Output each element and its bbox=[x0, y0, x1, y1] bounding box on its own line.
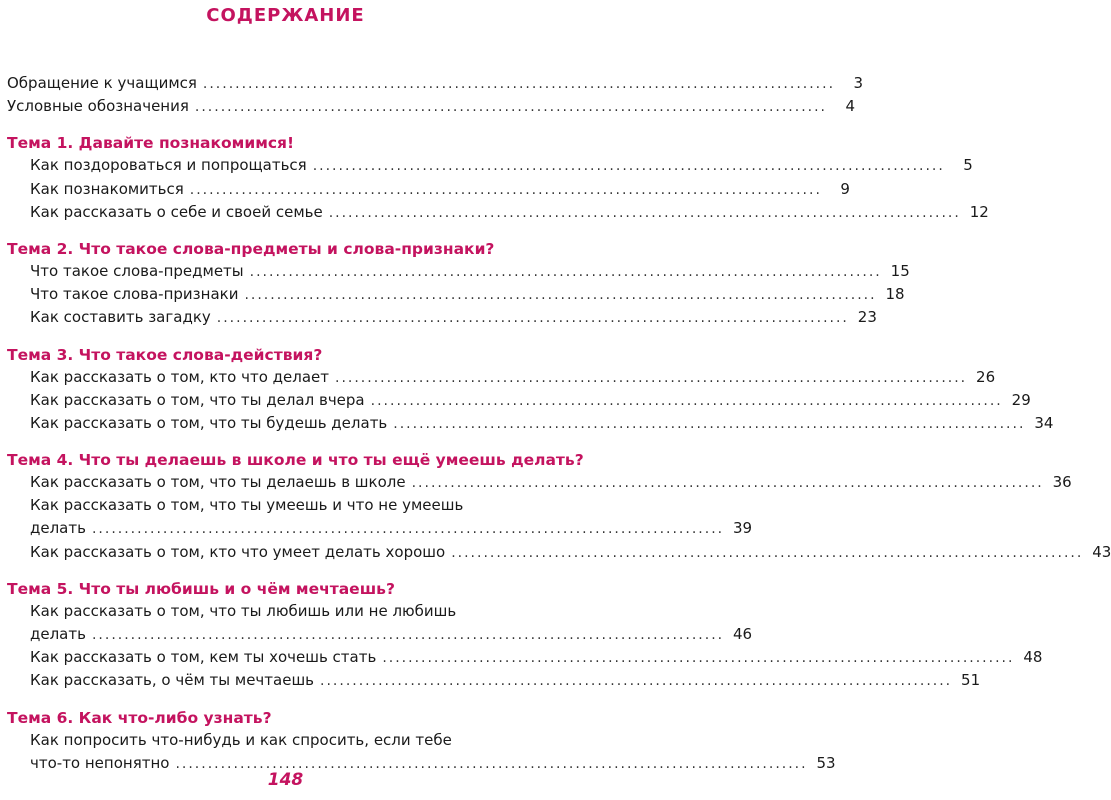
page-number: 148 bbox=[267, 770, 304, 790]
toc-entry-page: 39 bbox=[733, 519, 753, 538]
toc-entry-page: 36 bbox=[1052, 473, 1072, 492]
toc-entry-text: Как рассказать о себе и своей семье bbox=[30, 202, 323, 221]
theme-heading[interactable]: Тема 5. Что ты любишь и о чём мечтаешь? bbox=[7, 579, 395, 598]
toc-entry-text: Как рассказать о том, кем ты хочешь стать bbox=[30, 648, 377, 667]
dot-leader: .................................................................................................. bbox=[335, 369, 968, 386]
toc-entry-first-line[interactable] bbox=[7, 729, 553, 752]
dot-leader: .................................................................................................. bbox=[249, 263, 882, 280]
toc-entry-first-line[interactable] bbox=[7, 600, 553, 623]
toc-entry-continuation[interactable] bbox=[7, 623, 753, 646]
dot-leader: .................................................................................................. bbox=[328, 204, 961, 221]
toc-entry[interactable] bbox=[7, 72, 864, 95]
toc-entry[interactable] bbox=[7, 471, 1072, 494]
toc-entry-text: Как рассказать о том, что ты любишь или не любишь bbox=[30, 601, 457, 620]
toc-entry[interactable] bbox=[7, 95, 856, 118]
dot-leader: .................................................................................................. bbox=[370, 392, 1003, 409]
dot-leader: .................................................................................................. bbox=[393, 415, 1026, 432]
toc-entry-page: 18 bbox=[885, 285, 905, 304]
toc-entry-text: Как рассказать о том, что ты делал вчера bbox=[30, 390, 365, 409]
toc-entry-continuation[interactable] bbox=[7, 517, 753, 540]
theme-heading[interactable]: Тема 2. Что такое слова-предметы и слова-признаки? bbox=[7, 239, 495, 258]
dot-leader: .................................................................................................. bbox=[194, 99, 828, 116]
dot-leader: .................................................................................................. bbox=[91, 627, 725, 643]
toc-entry-page: 9 bbox=[840, 179, 850, 198]
dot-leader: .................................................................................................. bbox=[312, 158, 945, 175]
dot-leader: .................................................................................................. bbox=[451, 544, 1084, 561]
toc-entry[interactable] bbox=[7, 154, 973, 177]
toc-entry-page: 34 bbox=[1034, 413, 1054, 432]
toc-entry[interactable] bbox=[7, 669, 981, 692]
toc-entry-page: 51 bbox=[961, 671, 981, 690]
toc-entry-text-continued: делать bbox=[30, 625, 86, 643]
toc-entry-text: Что такое слова-признаки bbox=[30, 285, 239, 304]
dot-leader: .................................................................................................. bbox=[175, 755, 808, 772]
toc-entry-text: Как рассказать, о чём ты мечтаешь bbox=[30, 671, 315, 690]
toc-entry-text: Как рассказать о том, кто что умеет делать хорошо bbox=[30, 542, 446, 561]
toc-entry-page: 46 bbox=[733, 625, 753, 643]
toc-entry-text-continued: делать bbox=[30, 519, 86, 538]
toc-entry-page: 29 bbox=[1011, 390, 1031, 409]
theme-heading[interactable]: Тема 4. Что ты делаешь в школе и что ты ещё умеешь делать? bbox=[7, 451, 584, 470]
toc-entry-first-line[interactable] bbox=[7, 494, 553, 517]
toc-entry-text: Как попросить что-нибудь и как спросить, если тебе bbox=[30, 730, 452, 749]
toc-entry-text: Что такое слова-предметы bbox=[30, 261, 244, 280]
toc-entry-text: Как рассказать о том, что ты будешь делать bbox=[30, 413, 388, 432]
theme-heading[interactable]: Тема 1. Давайте познакомимся! bbox=[7, 134, 295, 153]
toc-entry-page: 26 bbox=[976, 367, 996, 386]
toc-entry[interactable] bbox=[7, 389, 1031, 412]
toc-entry-text: Как познакомиться bbox=[30, 179, 184, 198]
toc-entry-text: Как рассказать о том, что ты умеешь и что не умеешь bbox=[30, 496, 464, 515]
toc-entry-page: 15 bbox=[890, 261, 910, 280]
toc-entry[interactable] bbox=[7, 646, 1043, 669]
toc-entry-text: Обращение к учащимся bbox=[7, 74, 197, 92]
toc-entry-text: Как рассказать о том, что ты делаешь в школе bbox=[30, 473, 406, 492]
toc-entry-page: 48 bbox=[1023, 648, 1043, 667]
dot-leader: .................................................................................................. bbox=[202, 76, 836, 92]
dot-leader: .................................................................................................. bbox=[189, 181, 822, 198]
toc-entry-page: 23 bbox=[857, 308, 877, 327]
toc-entry-page: 5 bbox=[963, 156, 973, 175]
page-title: СОДЕРЖАНИЕ bbox=[206, 5, 365, 26]
toc-entry-text: Как рассказать о том, кто что делает bbox=[30, 367, 329, 386]
toc-entry-text: Как составить загадку bbox=[30, 308, 211, 327]
dot-leader: .................................................................................................. bbox=[411, 475, 1044, 492]
toc-entry[interactable] bbox=[7, 178, 850, 201]
toc-entry-text-continued: что-то непонятно bbox=[30, 753, 170, 772]
toc-entry-page: 12 bbox=[969, 202, 989, 221]
toc-entry-page: 43 bbox=[1092, 542, 1111, 561]
toc-entry[interactable] bbox=[7, 260, 910, 283]
toc-entry[interactable] bbox=[7, 366, 996, 389]
dot-leader: .................................................................................................. bbox=[382, 650, 1015, 667]
toc-entry[interactable] bbox=[7, 412, 1054, 435]
dot-leader: .................................................................................................. bbox=[91, 521, 725, 538]
dot-leader: .................................................................................................. bbox=[216, 310, 849, 327]
toc-entry[interactable] bbox=[7, 201, 989, 224]
toc-entry-text: Как поздороваться и попрощаться bbox=[30, 156, 307, 175]
theme-heading[interactable]: Тема 6. Как что-либо узнать? bbox=[7, 708, 272, 727]
toc-entry-page: 3 bbox=[853, 74, 864, 92]
toc-entry-page: 4 bbox=[845, 97, 856, 116]
toc-entry[interactable] bbox=[7, 306, 877, 329]
toc-entry-page: 53 bbox=[816, 753, 836, 772]
dot-leader: .................................................................................................. bbox=[320, 673, 953, 690]
theme-heading[interactable]: Тема 3. Что такое слова-действия? bbox=[7, 345, 323, 364]
dot-leader: .................................................................................................. bbox=[244, 287, 877, 304]
toc-entry[interactable] bbox=[7, 541, 1111, 564]
table-of-contents bbox=[7, 72, 1111, 775]
toc-entry-text: Условные обозначения bbox=[7, 97, 189, 116]
toc-entry[interactable] bbox=[7, 283, 905, 306]
